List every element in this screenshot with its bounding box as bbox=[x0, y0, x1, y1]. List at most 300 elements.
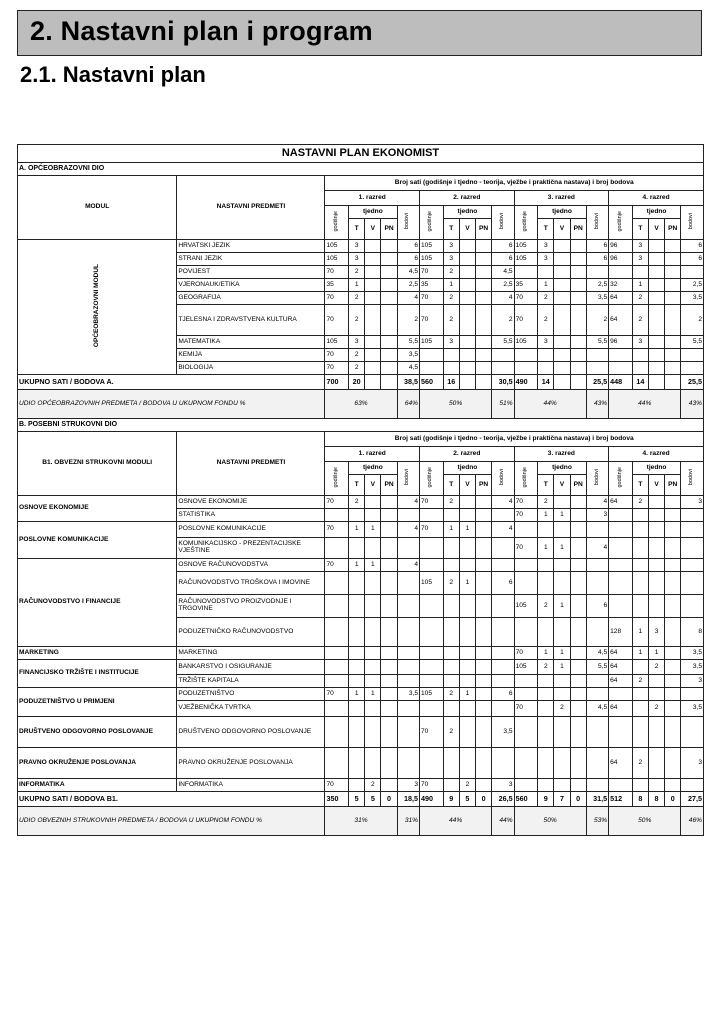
value-cell bbox=[365, 292, 381, 305]
value-cell: 4 bbox=[397, 496, 419, 509]
value-cell: 3 bbox=[443, 240, 459, 253]
subject-name: BIOLOGIJA bbox=[177, 362, 325, 375]
value-cell bbox=[648, 253, 664, 266]
value-cell: 70 bbox=[420, 717, 444, 748]
pn-header: PN bbox=[381, 475, 397, 496]
value-cell: 70 bbox=[325, 349, 349, 362]
value-cell: 8 bbox=[632, 792, 648, 807]
value-cell bbox=[476, 559, 492, 572]
value-cell: 3,5 bbox=[681, 660, 704, 675]
value-cell: 4,5 bbox=[397, 362, 419, 375]
value-cell bbox=[570, 292, 586, 305]
grade-header: 2. razred bbox=[420, 191, 515, 206]
total-row bbox=[18, 792, 704, 807]
value-cell bbox=[420, 509, 444, 522]
value-cell bbox=[609, 779, 633, 792]
value-cell: 1 bbox=[632, 618, 648, 647]
value-cell bbox=[381, 559, 397, 572]
value-cell: 105 bbox=[420, 572, 444, 595]
value-cell bbox=[554, 522, 570, 538]
value-cell bbox=[476, 279, 492, 292]
value-cell bbox=[570, 522, 586, 538]
subject-name: RAČUNOVODSTVO PROIZVODNJE I TRGOVINE bbox=[177, 595, 325, 618]
value-cell: 2 bbox=[632, 496, 648, 509]
value-cell bbox=[554, 779, 570, 792]
value-cell: 2 bbox=[443, 496, 459, 509]
subject-name: PODUZETNIČKO RAČUNOVODSTVO bbox=[177, 618, 325, 647]
value-cell: 64 bbox=[609, 305, 633, 336]
value-cell: 35 bbox=[325, 279, 349, 292]
value-cell: 2 bbox=[632, 292, 648, 305]
value-cell bbox=[349, 748, 365, 779]
value-cell bbox=[554, 675, 570, 688]
value-cell: 2 bbox=[365, 779, 381, 792]
value-cell bbox=[459, 660, 475, 675]
value-cell: 1 bbox=[349, 522, 365, 538]
value-cell bbox=[681, 538, 704, 559]
value-cell bbox=[554, 279, 570, 292]
value-cell bbox=[665, 509, 681, 522]
tjedno-header: tjedno bbox=[632, 462, 681, 475]
value-cell: 105 bbox=[420, 253, 444, 266]
value-cell bbox=[681, 266, 704, 279]
value-cell: 70 bbox=[420, 779, 444, 792]
tjedno-header: tjedno bbox=[443, 206, 492, 219]
grade-header: 3. razred bbox=[514, 191, 609, 206]
value-cell bbox=[397, 701, 419, 717]
value-cell: 3,5 bbox=[492, 717, 514, 748]
value-cell bbox=[459, 647, 475, 660]
godisnje-header bbox=[609, 462, 633, 496]
value-cell: 4 bbox=[397, 292, 419, 305]
total-row bbox=[18, 375, 704, 390]
value-cell bbox=[397, 647, 419, 660]
value-cell: 700 bbox=[325, 375, 349, 390]
value-cell: 70 bbox=[420, 305, 444, 336]
value-cell: 9 bbox=[538, 792, 554, 807]
subject-name: KEMIJA bbox=[177, 349, 325, 362]
value-cell bbox=[459, 509, 475, 522]
value-cell bbox=[514, 572, 538, 595]
value-cell bbox=[681, 509, 704, 522]
value-cell bbox=[459, 240, 475, 253]
godisnje-header bbox=[514, 206, 538, 240]
pn-header: PN bbox=[665, 219, 681, 240]
value-cell: 2 bbox=[538, 660, 554, 675]
value-cell bbox=[325, 538, 349, 559]
value-cell bbox=[538, 572, 554, 595]
subject-name: STRANI JEZIK bbox=[177, 253, 325, 266]
value-cell bbox=[570, 538, 586, 559]
value-cell bbox=[554, 559, 570, 572]
t-header: T bbox=[443, 475, 459, 496]
value-cell bbox=[570, 349, 586, 362]
value-cell: 18,5 bbox=[397, 792, 419, 807]
pn-header: PN bbox=[476, 475, 492, 496]
hours-percent: 50% bbox=[609, 807, 681, 836]
value-cell bbox=[665, 688, 681, 701]
hours-percent: 31% bbox=[325, 807, 397, 836]
v-header: V bbox=[365, 219, 381, 240]
points-percent: 51% bbox=[492, 390, 514, 419]
value-cell: 6 bbox=[492, 688, 514, 701]
value-cell bbox=[681, 572, 704, 595]
value-cell bbox=[538, 362, 554, 375]
hours-percent: 44% bbox=[609, 390, 681, 419]
value-cell: 20 bbox=[349, 375, 365, 390]
value-cell bbox=[570, 559, 586, 572]
value-cell bbox=[420, 362, 444, 375]
value-cell: 6 bbox=[397, 240, 419, 253]
value-cell: 3 bbox=[349, 336, 365, 349]
value-cell bbox=[632, 779, 648, 792]
value-cell bbox=[538, 522, 554, 538]
value-cell: 105 bbox=[514, 660, 538, 675]
value-cell bbox=[665, 240, 681, 253]
module-name: OSNOVE EKONOMIJE bbox=[18, 496, 177, 522]
value-cell bbox=[648, 595, 664, 618]
value-cell: 4 bbox=[492, 292, 514, 305]
value-cell: 560 bbox=[514, 792, 538, 807]
value-cell bbox=[365, 660, 381, 675]
value-cell bbox=[570, 647, 586, 660]
value-cell: 1 bbox=[538, 279, 554, 292]
value-cell: 3 bbox=[443, 253, 459, 266]
value-cell bbox=[397, 675, 419, 688]
value-cell bbox=[459, 701, 475, 717]
tjedno-header: tjedno bbox=[349, 206, 398, 219]
value-cell: 1 bbox=[538, 647, 554, 660]
godisnje-header-text: godišnje bbox=[332, 466, 339, 488]
value-cell bbox=[586, 717, 608, 748]
value-cell: 64 bbox=[609, 647, 633, 660]
value-cell bbox=[476, 779, 492, 792]
value-cell bbox=[570, 717, 586, 748]
value-cell: 2 bbox=[349, 305, 365, 336]
value-cell bbox=[381, 496, 397, 509]
subject-row bbox=[18, 688, 704, 701]
value-cell bbox=[365, 595, 381, 618]
value-cell: 105 bbox=[325, 240, 349, 253]
value-cell bbox=[665, 253, 681, 266]
value-cell bbox=[665, 675, 681, 688]
value-cell bbox=[681, 688, 704, 701]
value-cell bbox=[349, 509, 365, 522]
value-cell bbox=[476, 538, 492, 559]
value-cell bbox=[492, 660, 514, 675]
value-cell: 70 bbox=[514, 496, 538, 509]
value-cell: 350 bbox=[325, 792, 349, 807]
value-cell: 448 bbox=[609, 375, 633, 390]
value-cell bbox=[554, 349, 570, 362]
value-cell: 2 bbox=[681, 305, 704, 336]
value-cell bbox=[443, 701, 459, 717]
value-cell bbox=[459, 349, 475, 362]
value-cell bbox=[648, 362, 664, 375]
value-cell bbox=[325, 595, 349, 618]
value-cell bbox=[648, 349, 664, 362]
v-header: V bbox=[648, 475, 664, 496]
subject-row bbox=[18, 660, 704, 675]
subject-name: TRŽIŠTE KAPITALA bbox=[177, 675, 325, 688]
points-percent: 43% bbox=[681, 390, 704, 419]
value-cell bbox=[665, 496, 681, 509]
t-header: T bbox=[632, 475, 648, 496]
value-cell bbox=[514, 362, 538, 375]
value-cell bbox=[476, 253, 492, 266]
value-cell bbox=[648, 279, 664, 292]
value-cell: 3 bbox=[538, 253, 554, 266]
value-cell: 70 bbox=[514, 509, 538, 522]
value-cell bbox=[381, 660, 397, 675]
value-cell bbox=[681, 522, 704, 538]
value-cell: 2 bbox=[632, 305, 648, 336]
value-cell: 105 bbox=[420, 688, 444, 701]
value-cell bbox=[586, 362, 608, 375]
value-cell bbox=[420, 748, 444, 779]
godisnje-header bbox=[325, 462, 349, 496]
value-cell: 6 bbox=[492, 253, 514, 266]
value-cell bbox=[665, 660, 681, 675]
section-row bbox=[18, 163, 704, 176]
value-cell bbox=[632, 349, 648, 362]
value-cell bbox=[570, 362, 586, 375]
value-cell bbox=[538, 266, 554, 279]
value-cell bbox=[514, 688, 538, 701]
value-cell bbox=[570, 375, 586, 390]
subject-name: POVIJEST bbox=[177, 266, 325, 279]
module-name: PODUZETNIŠTVO U PRIMJENI bbox=[18, 688, 177, 717]
value-cell bbox=[381, 618, 397, 647]
value-cell bbox=[648, 375, 664, 390]
value-cell bbox=[554, 240, 570, 253]
value-cell bbox=[570, 618, 586, 647]
value-cell bbox=[381, 253, 397, 266]
value-cell bbox=[365, 279, 381, 292]
v-header: V bbox=[459, 219, 475, 240]
value-cell: 6 bbox=[681, 240, 704, 253]
value-cell: 70 bbox=[325, 688, 349, 701]
value-cell bbox=[349, 618, 365, 647]
header-row bbox=[18, 176, 704, 191]
pn-header: PN bbox=[476, 219, 492, 240]
subject-name: MATEMATIKA bbox=[177, 336, 325, 349]
value-cell bbox=[459, 595, 475, 618]
value-cell bbox=[420, 660, 444, 675]
value-cell: 0 bbox=[381, 792, 397, 807]
value-cell bbox=[492, 362, 514, 375]
value-cell bbox=[570, 279, 586, 292]
value-cell: 2,5 bbox=[492, 279, 514, 292]
value-cell bbox=[492, 595, 514, 618]
bodovi-header bbox=[586, 462, 608, 496]
value-cell: 35 bbox=[420, 279, 444, 292]
value-cell bbox=[420, 595, 444, 618]
value-cell: 3 bbox=[681, 748, 704, 779]
value-cell bbox=[570, 660, 586, 675]
value-cell bbox=[665, 305, 681, 336]
value-cell: 1 bbox=[459, 522, 475, 538]
value-cell bbox=[365, 647, 381, 660]
value-cell bbox=[492, 538, 514, 559]
value-cell bbox=[381, 595, 397, 618]
bodovi-header bbox=[397, 206, 419, 240]
value-cell: 2 bbox=[349, 266, 365, 279]
value-cell bbox=[325, 509, 349, 522]
subject-name: STATISTIKA bbox=[177, 509, 325, 522]
section-row bbox=[18, 419, 704, 432]
value-cell bbox=[381, 375, 397, 390]
value-cell: 26,5 bbox=[492, 792, 514, 807]
value-cell bbox=[443, 349, 459, 362]
curriculum-table bbox=[17, 144, 704, 836]
value-cell bbox=[632, 266, 648, 279]
value-cell bbox=[365, 496, 381, 509]
value-cell bbox=[365, 336, 381, 349]
value-cell bbox=[365, 266, 381, 279]
value-cell bbox=[538, 349, 554, 362]
subject-name: DRUŠTVENO ODGOVORNO POSLOVANJE bbox=[177, 717, 325, 748]
t-header: T bbox=[538, 219, 554, 240]
value-cell bbox=[492, 559, 514, 572]
value-cell bbox=[365, 305, 381, 336]
value-cell: 4 bbox=[586, 496, 608, 509]
value-cell bbox=[681, 349, 704, 362]
bodovi-header bbox=[681, 206, 704, 240]
value-cell bbox=[476, 240, 492, 253]
value-cell bbox=[476, 717, 492, 748]
value-cell bbox=[554, 375, 570, 390]
value-cell bbox=[632, 522, 648, 538]
module-name: MARKETING bbox=[18, 647, 177, 660]
value-cell bbox=[381, 538, 397, 559]
value-cell: 2 bbox=[443, 572, 459, 595]
value-cell: 1 bbox=[349, 688, 365, 701]
value-cell: 1 bbox=[459, 572, 475, 595]
value-cell: 96 bbox=[609, 336, 633, 349]
value-cell bbox=[325, 647, 349, 660]
value-cell: 2 bbox=[443, 717, 459, 748]
t-header: T bbox=[538, 475, 554, 496]
value-cell: 3 bbox=[538, 336, 554, 349]
value-cell bbox=[365, 675, 381, 688]
t-header: T bbox=[349, 219, 365, 240]
value-cell bbox=[349, 647, 365, 660]
value-cell: 2,5 bbox=[681, 279, 704, 292]
value-cell bbox=[397, 538, 419, 559]
subject-row bbox=[18, 717, 704, 748]
value-cell bbox=[443, 779, 459, 792]
value-cell: 9 bbox=[443, 792, 459, 807]
value-cell: 3 bbox=[632, 253, 648, 266]
value-cell bbox=[381, 688, 397, 701]
value-cell bbox=[476, 572, 492, 595]
value-cell: 5 bbox=[349, 792, 365, 807]
value-cell bbox=[459, 496, 475, 509]
value-cell: 96 bbox=[609, 240, 633, 253]
value-cell bbox=[586, 618, 608, 647]
grade-header: 4. razred bbox=[609, 447, 704, 462]
value-cell bbox=[554, 362, 570, 375]
value-cell: 1 bbox=[554, 509, 570, 522]
value-cell: 1 bbox=[632, 279, 648, 292]
tjedno-header: tjedno bbox=[538, 462, 587, 475]
v-header: V bbox=[554, 219, 570, 240]
value-cell: 70 bbox=[325, 266, 349, 279]
value-cell bbox=[570, 496, 586, 509]
value-cell bbox=[538, 748, 554, 779]
value-cell bbox=[381, 701, 397, 717]
value-cell bbox=[554, 253, 570, 266]
value-cell bbox=[476, 375, 492, 390]
modul-header: MODUL bbox=[18, 176, 177, 240]
value-cell bbox=[443, 748, 459, 779]
value-cell: 2,5 bbox=[397, 279, 419, 292]
value-cell: 2 bbox=[632, 748, 648, 779]
value-cell: 70 bbox=[514, 701, 538, 717]
value-cell: 2 bbox=[349, 349, 365, 362]
points-percent: 31% bbox=[397, 807, 419, 836]
value-cell bbox=[648, 305, 664, 336]
pn-header: PN bbox=[570, 219, 586, 240]
value-cell bbox=[365, 362, 381, 375]
value-cell bbox=[538, 618, 554, 647]
value-cell bbox=[459, 375, 475, 390]
value-cell bbox=[365, 349, 381, 362]
value-cell: 2 bbox=[554, 701, 570, 717]
value-cell bbox=[443, 647, 459, 660]
value-cell: 5 bbox=[365, 792, 381, 807]
subjects-header: NASTAVNI PREDMETI bbox=[177, 432, 325, 496]
value-cell bbox=[665, 292, 681, 305]
value-cell: 2 bbox=[648, 701, 664, 717]
value-cell bbox=[554, 292, 570, 305]
value-cell: 1 bbox=[365, 522, 381, 538]
hours-header: Broj sati (godišnje i tjedno - teorija, vježbe i praktična nastava) i broj bodova bbox=[325, 432, 704, 447]
value-cell bbox=[648, 779, 664, 792]
value-cell bbox=[476, 292, 492, 305]
value-cell: 6 bbox=[492, 572, 514, 595]
value-cell bbox=[648, 522, 664, 538]
tjedno-header: tjedno bbox=[443, 462, 492, 475]
value-cell: 128 bbox=[609, 618, 633, 647]
value-cell bbox=[665, 538, 681, 559]
value-cell: 70 bbox=[325, 362, 349, 375]
value-cell bbox=[492, 618, 514, 647]
value-cell bbox=[665, 349, 681, 362]
value-cell: 5,5 bbox=[586, 660, 608, 675]
hours-percent: 63% bbox=[325, 390, 397, 419]
value-cell bbox=[632, 717, 648, 748]
value-cell bbox=[381, 779, 397, 792]
value-cell: 70 bbox=[325, 305, 349, 336]
value-cell bbox=[420, 701, 444, 717]
value-cell bbox=[381, 305, 397, 336]
value-cell bbox=[609, 522, 633, 538]
value-cell bbox=[665, 279, 681, 292]
value-cell bbox=[381, 336, 397, 349]
header-row bbox=[18, 432, 704, 447]
bodovi-header-text: bodovi bbox=[593, 468, 600, 486]
value-cell: 5,5 bbox=[681, 336, 704, 349]
value-cell bbox=[420, 349, 444, 362]
value-cell bbox=[514, 748, 538, 779]
value-cell bbox=[554, 618, 570, 647]
bodovi-header bbox=[586, 206, 608, 240]
value-cell: 2 bbox=[397, 305, 419, 336]
value-cell: 70 bbox=[420, 496, 444, 509]
value-cell bbox=[648, 688, 664, 701]
